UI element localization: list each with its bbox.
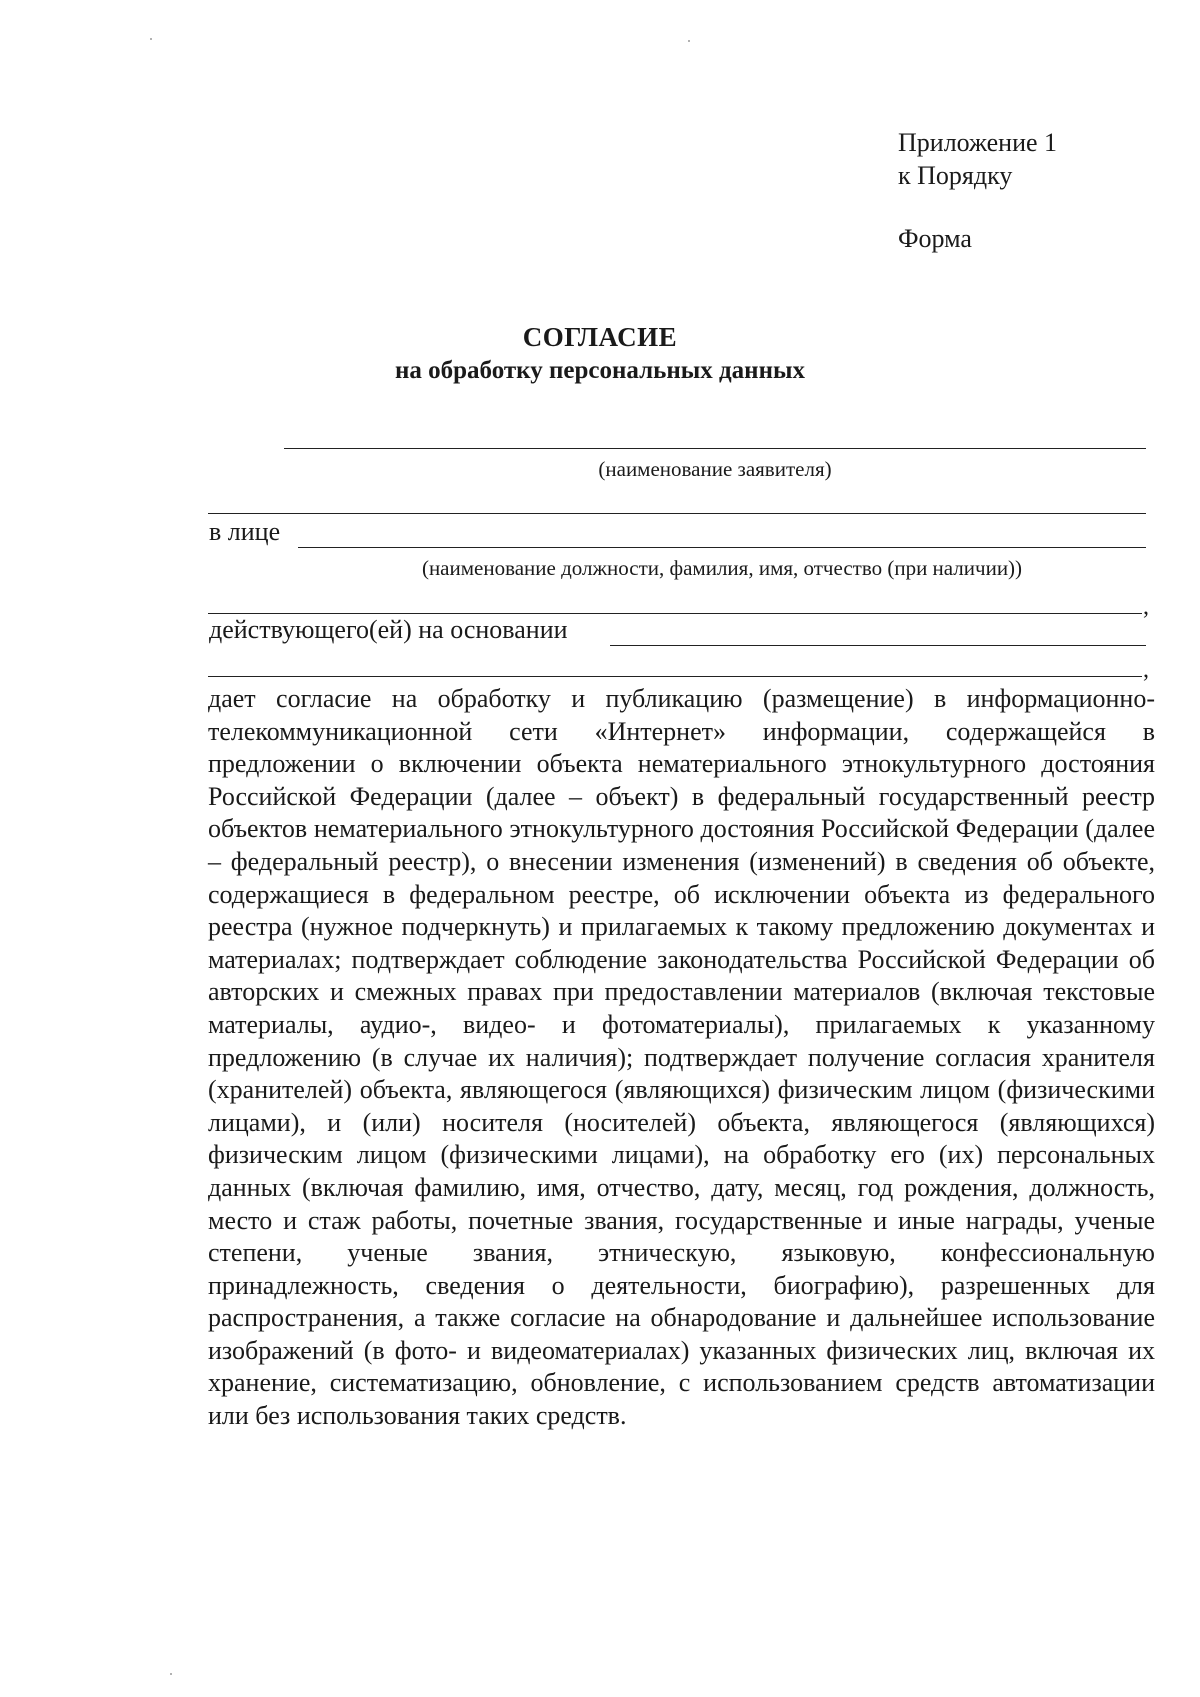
document-title: СОГЛАСИЕ <box>522 322 678 352</box>
consent-body-text: дает согласие на обработку и публикацию (размещение) в информационно-телекоммуникационной сети «Интернет» информации, содержащейся в предложении о включении объекта нематериального этнокультурного достояния Российской Федерации (далее – объект) в федеральный государственный реестр объектов нематериального этнокультурного достояния Российской Федерации (далее – федеральный реестр), о внесении изменения (изменений) в сведения об объекте, содержащиеся в федеральном реестре, об исключении объекта из федерального реестра (нужное подчеркнуть) и прилагаемых к такому предложению документах и материалах; подтверждает соблюдение законодательства Российской Федерации об авторских и смежных правах при предоставлении материалов (включая текстовые материалы, аудио-, видео- и фотоматериалы), прилагаемых к указанному предложению (в случае их наличия); подтверждает получение согласия хранителя (хранителей) объекта, являющегося (являющихся) физическим лицом (физическими лицами), и (или) носителя (носителей) объекта, являющегося (являющихся) физическим лицом (физическими лицами), на обработку его (их) персональных данных (включая фамилию, имя, отчество, дату, месяц, год рождения, должность, место и стаж работы, почетные звания, государственные и иные награды, ученые степени, ученые звания, этническую, языковую, конфессиональную принадлежность, сведения о деятельности, биографию), разрешенных для распространения, а также согласие на обнародование и дальнейшее использование изображений (в фото- и видеоматериалах) указанных физических лиц, включая их хранение, систематизацию, обновление, с использованием средств автоматизации или без использования таких средств. <box>208 684 1155 1431</box>
annex-reference: к Порядку <box>898 161 1013 190</box>
scan-speck <box>150 38 152 40</box>
acting-basis-field-continued[interactable] <box>208 676 1142 677</box>
applicant-name-caption: (наименование заявителя) <box>598 457 832 481</box>
comma-mark: , <box>1143 594 1149 620</box>
represented-by-caption: (наименование должности, фамилия, имя, отчество (при наличии)) <box>421 556 1023 580</box>
acting-basis-label: действующего(ей) на основании <box>209 615 568 644</box>
form-label: Форма <box>898 224 972 253</box>
represented-by-field-continued[interactable] <box>208 613 1142 614</box>
annex-header <box>898 126 1057 255</box>
scan-speck <box>688 40 690 42</box>
scan-speck <box>170 1673 172 1675</box>
annex-number: Приложение 1 <box>898 128 1058 157</box>
acting-basis-field[interactable] <box>610 645 1146 646</box>
represented-by-label: в лице <box>209 517 281 546</box>
applicant-name-field[interactable] <box>284 448 1146 449</box>
applicant-name-field-continued[interactable] <box>208 513 1146 514</box>
document-subtitle: на обработку персональных данных <box>395 357 805 384</box>
represented-by-field[interactable] <box>298 547 1146 548</box>
comma-mark: , <box>1143 657 1149 683</box>
